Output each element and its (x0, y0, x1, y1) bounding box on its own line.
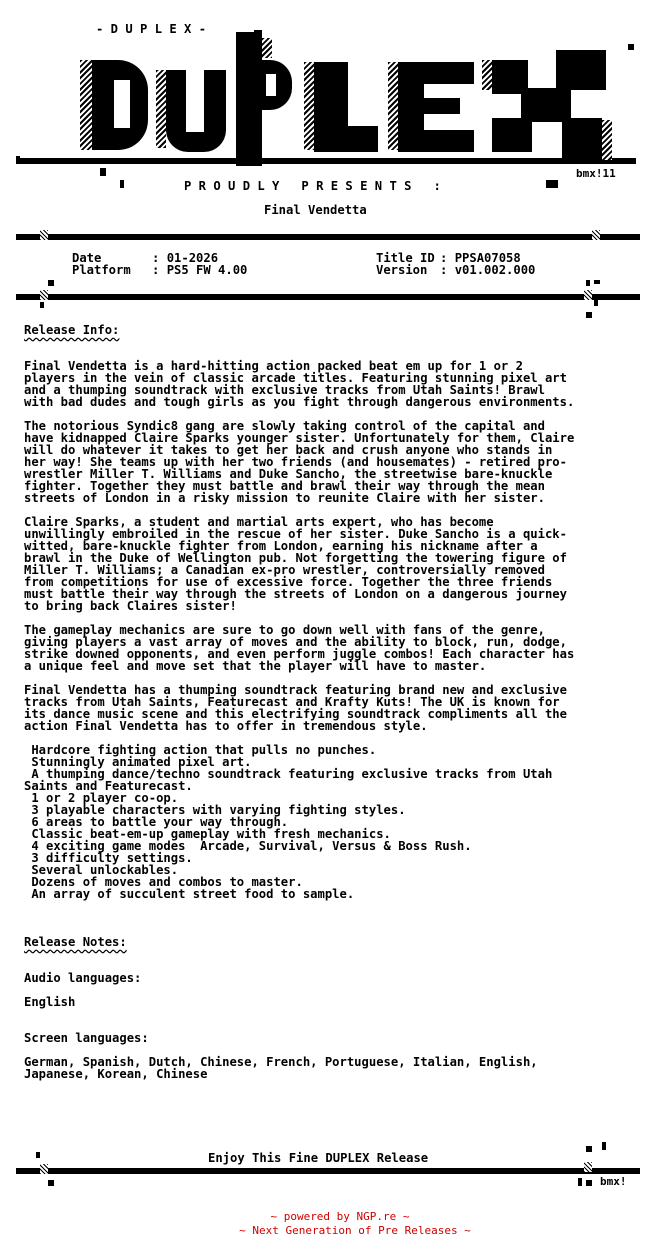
audio-languages-label: Audio languages: (24, 971, 142, 985)
divider-dot (594, 300, 598, 306)
group-tagline: - D U P L E X - (96, 22, 207, 36)
divider-dot (586, 1146, 592, 1152)
date-value-row: : 01-2026 (152, 251, 219, 265)
divider-ornament (40, 290, 48, 300)
divider-footer (16, 1168, 640, 1174)
version-label: Version (376, 263, 428, 277)
divider-dot (578, 1178, 582, 1186)
divider-ornament (40, 230, 48, 240)
footer-artist-tag: bmx! (600, 1175, 627, 1188)
divider-dot (36, 1152, 40, 1158)
divider-dot (586, 1180, 592, 1186)
release-notes-heading: Release Notes: (24, 935, 127, 949)
screen-languages-label: Screen languages: (24, 1031, 149, 1045)
platform-value: PS5 FW 4.00 (166, 263, 248, 277)
version-value: v01.002.000 (454, 263, 536, 277)
title-id-value-row: : PPSA07058 (440, 251, 521, 265)
divider-dot (594, 280, 600, 284)
divider-ornament (40, 1164, 48, 1174)
presents-line: P R O U D L Y P R E S E N T S : (184, 179, 441, 193)
release-info-paragraph-1: Final Vendetta is a hard-hitting action packed beat em up for 1 or 2 players in the vein of classic arcade titles. Featuring stunning pixel art and a thumping soundtrack with exclusive tracks from Utah Saints! Brawl with bad dudes and tough girls as you fight through dangerous environments. (24, 359, 575, 409)
title-id-value: PPSA07058 (454, 251, 521, 265)
release-info-paragraph-5: Final Vendetta has a thumping soundtrack featuring brand new and exclusive tracks from Utah Saints, Featurecast and Krafty Kuts! The UK is known for its dance music scene and this electrifying soundtrack compliments all the action Final Vendetta has to offer in tremendous style. (24, 683, 567, 733)
duplex-logo (16, 30, 640, 195)
divider-ornament (584, 1162, 592, 1172)
title-id-label: Title ID (376, 251, 435, 265)
game-title: Final Vendetta (264, 203, 367, 217)
feature-list: Hardcore fighting action that pulls no punches. Stunningly animated pixel art. A thumping dance/techno soundtrack featuring exclusive tracks from Utah Saints and Featurecast. 1 or 2 player co-op. 3 playable characters with varying fighting styles. 6 areas to battle your way through. Classic beat-em-up gameplay with fresh mechanics. 4 exciting game modes Arcade, Survival, Versus & Boss Rush. 3 difficulty settings. Several unlockables. Dozens of moves and combos to master. An array of succulent street food to sample. (24, 743, 553, 901)
release-info-heading: Release Info: (24, 323, 120, 337)
version-value-row: : v01.002.000 (440, 263, 536, 277)
release-info-paragraph-2: The notorious Syndic8 gang are slowly taking control of the capital and have kidnapped Claire Sparks younger sister. Unfortunately for them, Claire will do whatever it takes to get her back and crush anyone who stands in her way! She teams up with her two friends (and housemates) - retired pro- wrestler Miller T. Williams and Duke Sancho, the streetwise bare-knuckle fighter. Together they must battle and brawl their way through the mean streets of London in a risky mission to reunite Claire with her sister. (24, 419, 575, 505)
powered-by: ~ powered by NGP.re ~ (270, 1210, 410, 1223)
artist-tag: bmx!11 (576, 167, 616, 180)
release-info-paragraph-3: Claire Sparks, a student and martial arts expert, who has become unwillingly embroiled in the rescue of her sister. Duke Sancho is a quick- witted, bare-knuckle fighter from London, earning his nickname after a brawl in the Duke of Wellington pub. Not forgetting the towering figure of Miller T. Williams; a Canadian ex-pro wrestler, controversially removed from competitions for use of excessive force. Together the three friends must battle their way through the streets of London on a dangerous journey to bring back Claires sister! (24, 515, 567, 613)
date-label: Date (72, 251, 102, 265)
divider-dot (586, 280, 590, 286)
screen-languages-value: German, Spanish, Dutch, Chinese, French, Portuguese, Italian, English, Japanese, Korean, Chinese (24, 1055, 538, 1081)
divider-dot (602, 1142, 606, 1150)
divider-dot (586, 312, 592, 318)
platform-value-row: : PS5 FW 4.00 (152, 263, 248, 277)
date-value: 01-2026 (166, 251, 219, 265)
divider-ornament (592, 230, 600, 240)
platform-label: Platform (72, 263, 131, 277)
divider-dot (40, 302, 44, 308)
divider-top (16, 234, 640, 240)
divider-dot (48, 1180, 54, 1186)
audio-languages-value: English (24, 995, 76, 1009)
release-info-paragraph-4: The gameplay mechanics are sure to go down well with fans of the genre, giving players a vast array of moves and the ability to block, run, dodge, strike downed opponents, and even perform juggle combos! Each character has a unique feel and move set that the player will have to master. (24, 623, 575, 673)
ngp-tagline: ~ Next Generation of Pre Releases ~ (239, 1224, 471, 1237)
enjoy-line: Enjoy This Fine DUPLEX Release (208, 1151, 429, 1165)
divider-info (16, 294, 640, 300)
divider-ornament (584, 290, 592, 300)
divider-dot (48, 280, 54, 286)
